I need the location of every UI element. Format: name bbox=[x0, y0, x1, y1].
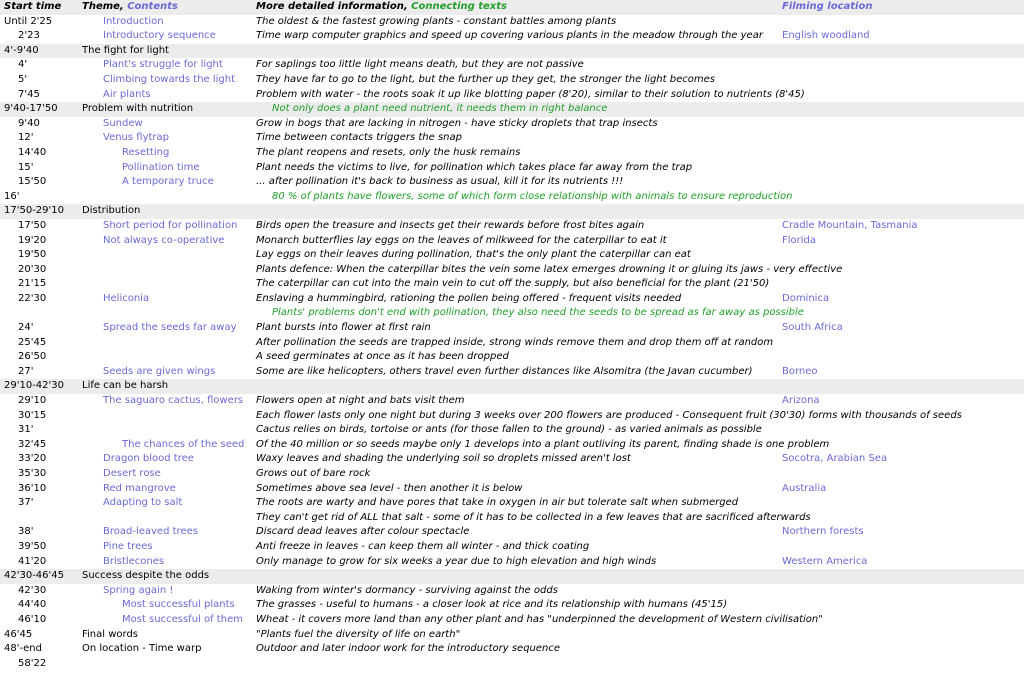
table-row bbox=[0, 58, 1024, 73]
header-info-label: More detailed information, bbox=[256, 1, 408, 12]
table-row bbox=[0, 88, 1024, 103]
start-time: 35'30 bbox=[18, 468, 47, 479]
detail-info: Enslaving a hummingbird, rationing the pollen being offered - frequent visits needed bbox=[256, 292, 682, 304]
start-time: 38' bbox=[18, 526, 34, 538]
contents-label: Adapting to salt bbox=[103, 497, 183, 509]
contents-label: Pine trees bbox=[103, 540, 153, 552]
contents-label: Desert rose bbox=[103, 468, 161, 479]
detail-info: Only manage to grow for six weeks a year due to high elevation and high winds bbox=[256, 555, 657, 567]
start-time: 37' bbox=[18, 497, 34, 509]
header-start-time: Start time bbox=[4, 1, 62, 12]
start-time: 7'45 bbox=[18, 88, 40, 100]
start-time: 24' bbox=[18, 322, 34, 334]
table-row bbox=[0, 409, 1024, 424]
table-row bbox=[0, 482, 1024, 497]
contents-label: Bristlecones bbox=[103, 555, 165, 567]
detail-info: Cactus relies on birds, tortoise or ants (for those fallen to the ground) - as varied animals as possible bbox=[256, 424, 762, 436]
start-time: 12' bbox=[18, 132, 34, 144]
start-time: 39'50 bbox=[18, 540, 47, 552]
start-time: 4' bbox=[18, 59, 28, 71]
table-row bbox=[0, 161, 1024, 176]
start-time: 19'50 bbox=[18, 249, 47, 261]
start-time: 27' bbox=[18, 365, 34, 377]
table-row bbox=[0, 219, 1024, 234]
start-time: 36'10 bbox=[18, 482, 47, 494]
start-time: 58'22 bbox=[18, 657, 47, 669]
table-row bbox=[0, 73, 1024, 88]
contents-label: Broad-leaved trees bbox=[103, 526, 198, 538]
detail-info: Discard dead leaves after colour spectacle bbox=[256, 526, 470, 538]
detail-info: Flowers open at night and bats visit them bbox=[256, 395, 465, 407]
filming-location: Borneo bbox=[782, 365, 818, 377]
table-row bbox=[0, 263, 1024, 278]
table-row bbox=[0, 394, 1024, 409]
detail-info: The grasses - useful to humans - a closer look at rice and its relationship with humans (45'15) bbox=[256, 599, 728, 611]
contents-label: Venus flytrap bbox=[103, 132, 170, 144]
detail-info: Plants defence: When the caterpillar bites the vein some latex emerges drowning it or gluing its jaws - very effective bbox=[256, 263, 843, 275]
header-row bbox=[0, 0, 1024, 15]
filming-location: South Africa bbox=[782, 322, 843, 334]
detail-info: Waxy leaves and shading the underlying soil so droplets missed aren't lost bbox=[256, 453, 631, 465]
table-row bbox=[0, 657, 1024, 672]
table-row bbox=[0, 467, 1024, 482]
detail-info: Lay eggs on their leaves during pollination, that's the only plant the caterpillar can eat bbox=[256, 249, 691, 261]
contents-label: A temporary truce bbox=[122, 176, 214, 188]
table-row bbox=[0, 438, 1024, 453]
detail-info: For saplings too little light means death, but they are not passive bbox=[256, 59, 584, 71]
table-row bbox=[0, 175, 1024, 190]
contents-label: Seeds are given wings bbox=[103, 365, 216, 377]
start-time: 30'15 bbox=[18, 409, 47, 421]
theme-label: Problem with nutrition bbox=[82, 103, 194, 115]
start-time: 9'40-17'50 bbox=[4, 103, 58, 115]
table-row bbox=[0, 306, 1024, 321]
contents-label: Heliconia bbox=[103, 292, 150, 304]
table-row bbox=[0, 525, 1024, 540]
section-row bbox=[0, 569, 1024, 584]
start-time: 25'45 bbox=[18, 336, 47, 348]
detail-info: Outdoor and later indoor work for the introductory sequence bbox=[256, 643, 561, 655]
filming-location: Socotra, Arabian Sea bbox=[782, 453, 888, 465]
connecting-text: Plants' problems don't end with pollination, they also need the seeds to be spread as far away as possible bbox=[272, 307, 804, 319]
table-row bbox=[0, 190, 1024, 205]
table-row bbox=[0, 511, 1024, 526]
header-connecting-label: Connecting texts bbox=[411, 1, 507, 12]
filming-location: Western America bbox=[782, 555, 868, 567]
table-row bbox=[0, 117, 1024, 132]
table-row bbox=[0, 598, 1024, 613]
contents-label: Introduction bbox=[103, 15, 164, 27]
detail-info: Plant bursts into flower at first rain bbox=[256, 322, 431, 334]
contents-label: Pollination time bbox=[122, 161, 200, 173]
contents-label: Sundew bbox=[103, 117, 143, 129]
start-time: 14'40 bbox=[18, 146, 47, 158]
contents-label: Spring again ! bbox=[103, 584, 174, 596]
detail-info: Grows out of bare rock bbox=[256, 468, 371, 479]
theme-label: Success despite the odds bbox=[82, 570, 210, 582]
table-row bbox=[0, 248, 1024, 263]
contents-label: Short period for pollination bbox=[103, 219, 238, 231]
section-row bbox=[0, 204, 1024, 219]
start-time: 2'23 bbox=[18, 30, 40, 42]
start-time: 29'10-42'30 bbox=[4, 380, 65, 392]
detail-info: The caterpillar can cut into the main vein to cut off the supply, but also beneficial for the plant (21'50) bbox=[256, 278, 770, 290]
connecting-text: Not only does a plant need nutrient, it needs them in right balance bbox=[272, 103, 608, 115]
detail-info: A seed germinates at once as it has been dropped bbox=[256, 351, 509, 363]
detail-info: The oldest & the fastest growing plants - constant battles among plants bbox=[256, 15, 617, 27]
table-row bbox=[0, 277, 1024, 292]
section-row bbox=[0, 44, 1024, 59]
detail-info: Time between contacts triggers the snap bbox=[256, 132, 462, 144]
start-time: 48'-end bbox=[4, 643, 42, 655]
contents-label: Spread the seeds far away bbox=[103, 322, 237, 334]
start-time: 15'50 bbox=[18, 176, 47, 188]
filming-location: Australia bbox=[782, 482, 827, 494]
contents-label: The chances of the seed bbox=[122, 438, 245, 450]
start-time: 33'20 bbox=[18, 453, 47, 465]
table-row bbox=[0, 350, 1024, 365]
table-row bbox=[0, 452, 1024, 467]
start-time: 15' bbox=[18, 161, 34, 173]
theme-label: Distribution bbox=[82, 205, 141, 217]
theme-label: On location - Time warp bbox=[82, 643, 202, 655]
table-row bbox=[0, 642, 1024, 657]
contents-label: Climbing towards the light bbox=[103, 73, 236, 85]
detail-info: Of the 40 million or so seeds maybe only 1 develops into a plant outliving its parent, finding shade is one problem bbox=[256, 438, 830, 450]
start-time: 32'45 bbox=[18, 438, 47, 450]
table-row bbox=[0, 496, 1024, 511]
detail-info: The plant reopens and resets, only the husk remains bbox=[256, 146, 521, 158]
contents-label: Most successful plants bbox=[122, 599, 235, 611]
filming-location: Arizona bbox=[782, 395, 820, 407]
theme-label: Final words bbox=[82, 628, 139, 640]
detail-info: Problem with water - the roots soak it up like blotting paper (8'20), similar to their solution to nutrients (8'45) bbox=[256, 88, 805, 100]
contents-label: Dragon blood tree bbox=[103, 453, 194, 465]
detail-info: The roots are warty and have pores that take in oxygen in air but tolerate salt when submerged bbox=[256, 497, 739, 509]
start-time: 19'20 bbox=[18, 234, 47, 246]
detail-info: ... after pollination it's back to business as usual, kill it for its nutrients !!! bbox=[256, 176, 624, 188]
header-info bbox=[256, 0, 507, 15]
start-time: 22'30 bbox=[18, 292, 47, 304]
contents-label: Most successful of them bbox=[122, 613, 243, 625]
detail-info: Grow in bogs that are lacking in nitrogen - have sticky droplets that trap insects bbox=[256, 117, 658, 129]
start-time: 42'30 bbox=[18, 584, 47, 596]
detail-info: Time warp computer graphics and speed up covering various plants in the meadow through the year bbox=[256, 30, 763, 42]
contents-label: The saguaro cactus, flowers bbox=[103, 395, 244, 407]
table-row bbox=[0, 29, 1024, 44]
table-row bbox=[0, 584, 1024, 599]
detail-info: Monarch butterflies lay eggs on the leaves of milkweed for the caterpillar to eat it bbox=[256, 234, 667, 246]
start-time: 16' bbox=[4, 190, 20, 202]
start-time: 44'40 bbox=[18, 599, 47, 611]
contents-label: Plant's struggle for light bbox=[103, 59, 223, 71]
section-row bbox=[0, 379, 1024, 394]
table-row bbox=[0, 628, 1024, 643]
table-row bbox=[0, 321, 1024, 336]
filming-location: Dominica bbox=[782, 292, 830, 304]
start-time: 4'-9'40 bbox=[4, 44, 39, 56]
detail-info: Birds open the treasure and insects get their rewards before frost bites again bbox=[256, 219, 645, 231]
table-row bbox=[0, 365, 1024, 380]
start-time: 46'10 bbox=[18, 613, 47, 625]
table-row bbox=[0, 423, 1024, 438]
filming-location: Cradle Mountain, Tasmania bbox=[782, 219, 918, 231]
filming-location: English woodland bbox=[782, 30, 870, 42]
contents-label: Introductory sequence bbox=[103, 30, 216, 42]
header-contents-label: Contents bbox=[127, 1, 178, 12]
table-row bbox=[0, 15, 1024, 30]
detail-info: Plant needs the victims to live, for pollination which takes place far away from the trap bbox=[256, 161, 693, 173]
table-row bbox=[0, 292, 1024, 307]
detail-info: Each flower lasts only one night but during 3 weeks over 200 flowers are produced - Consequent fruit (30'30) forms with thousands of seeds bbox=[256, 409, 962, 421]
detail-info: "Plants fuel the diversity of life on earth" bbox=[256, 628, 461, 640]
start-time: 21'15 bbox=[18, 278, 47, 290]
contents-label: Resetting bbox=[122, 146, 170, 158]
start-time: 46'45 bbox=[4, 628, 33, 640]
table-row bbox=[0, 336, 1024, 351]
header-location: Filming location bbox=[782, 1, 873, 12]
detail-info: Wheat - it covers more land than any other plant and has "underpinned the development of Western civilisation" bbox=[256, 613, 823, 625]
section-row bbox=[0, 102, 1024, 117]
filming-location: Florida bbox=[782, 234, 817, 246]
table-row bbox=[0, 131, 1024, 146]
theme-label: The fight for light bbox=[82, 44, 169, 56]
table-row bbox=[0, 555, 1024, 570]
detail-info: They have far to go to the light, but the further up they get, the stronger the light becomes bbox=[256, 73, 715, 85]
table-row bbox=[0, 234, 1024, 249]
start-time: Until 2'25 bbox=[4, 15, 53, 27]
start-time: 42'30-46'45 bbox=[4, 570, 65, 582]
header-theme bbox=[82, 0, 178, 15]
filming-location: Northern forests bbox=[782, 526, 864, 538]
start-time: 9'40 bbox=[18, 117, 40, 129]
start-time: 5' bbox=[18, 73, 28, 85]
table-row bbox=[0, 540, 1024, 555]
table-body bbox=[0, 15, 1024, 672]
theme-label: Life can be harsh bbox=[82, 380, 169, 392]
table-row bbox=[0, 613, 1024, 628]
contents-label: Air plants bbox=[103, 88, 151, 100]
start-time: 29'10 bbox=[18, 395, 47, 407]
start-time: 17'50 bbox=[18, 219, 47, 231]
detail-info: They can't get rid of ALL that salt - some of it has to be collected in a few leaves that are sacrificed afterwards bbox=[256, 511, 811, 523]
start-time: 20'30 bbox=[18, 263, 47, 275]
header-theme-label: Theme, bbox=[82, 1, 124, 12]
start-time: 17'50-29'10 bbox=[4, 205, 65, 217]
contents-label: Red mangrove bbox=[103, 482, 176, 494]
detail-info: Waking from winter's dormancy - surviving against the odds bbox=[256, 584, 558, 596]
detail-info: Sometimes above sea level - then another it is below bbox=[256, 482, 523, 494]
start-time: 41'20 bbox=[18, 555, 47, 567]
detail-info: Anti freeze in leaves - can keep them all winter - and thick coating bbox=[256, 540, 590, 552]
table-row bbox=[0, 146, 1024, 161]
start-time: 31' bbox=[18, 424, 34, 436]
detail-info: After pollination the seeds are trapped inside, strong winds remove them and drop them off at random bbox=[256, 336, 774, 348]
start-time: 26'50 bbox=[18, 351, 47, 363]
detail-info: Some are like helicopters, others travel even further distances like Alsomitra (the Javan cucumber) bbox=[256, 365, 753, 377]
connecting-text: 80 % of plants have flowers, some of which form close relationship with animals to ensure reproduction bbox=[272, 190, 793, 202]
contents-label: Not always co-operative bbox=[103, 234, 225, 246]
